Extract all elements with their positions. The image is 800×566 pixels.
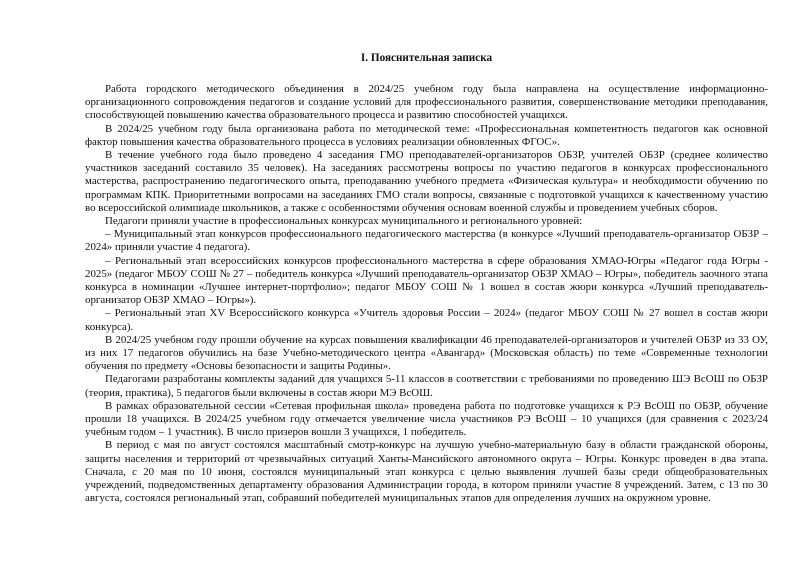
paragraph-intro: Работа городского методического объединения в 2024/25 учебном году была направлена на осуществление информационно-организационного сопровождения педагогов и создание условий для профессионального развития, совершенствование методики преподавания, способствующей повышению качества образовательного процесса и развитию способностей учащихся.	[85, 83, 768, 122]
paragraph-method-theme: В 2024/25 учебном году была организована работа по методической теме: «Профессиональная компетентность педагогов как основной фактор повышения качества образовательного процесса в условиях реализации обновленных ФГОС».	[85, 122, 768, 148]
paragraph-review-contest: В период с мая по август состоялся масштабный смотр-конкурс на лучшую учебно-материальную базу в области гражданской обороны, защиты населения и территорий от чрезвычайных ситуаций Ханты-Мансийского автономного округа – Югры. Конкурс проведен в два этапа. Сначала, с 20 мая по 10 июня, состоялся муниципальный этап конкурса с целью выявления лучшей базы среди общеобразовательных учреждений, подведомственных департаменту образования Администрации города, в котором приняли участие 8 учреждений. Затем, с 13 по 30 августа, состоялся региональный этап, собравший победителей муниципальных этапов для определения лучших на окружном уровне.	[85, 439, 768, 505]
paragraph-contests-intro: Педагоги приняли участие в профессиональных конкурсах муниципального и регионального уровней:	[105, 215, 583, 228]
paragraph-training: В 2024/25 учебном году прошли обучение на курсах повышения квалификации 46 преподавателей-организаторов и учителей ОБЗР из 33 ОУ, из них 17 педагогов обучились на базе Учебно-методического центра «Авангард» (Московская область) по теме «Современные технологии обучения по предмету «Основы безопасности и защиты Родины».	[85, 333, 768, 373]
paragraph-network-school: В рамках образовательной сессии «Сетевая профильная школа» проведена работа по подготовке учащихся к РЭ ВсОШ по ОБЗР, обучение прошли 18 учащихся. В 2024/25 учебном году отмечается увеличение числа участников РЭ ВсОШ – 10 учащихся (для сравнения с 2023/24 учебным годом – 1 участник). В число призеров вошли 3 учащихся, 1 победитель.	[85, 399, 768, 439]
list-item-health-teacher-contest: – Региональный этап XV Всероссийского конкурса «Учитель здоровья России – 2024» (педагог МБОУ СОШ № 27 вошел в состав жюри конкурса).	[85, 307, 768, 333]
paragraph-task-sets: Педагогами разработаны комплекты заданий для учащихся 5-11 классов в соответствии с требованиями по проведению ШЭ ВсОШ по ОБЗР (теория, практика), 5 педагогов были включены в состав жюри МЭ ВсОШ.	[85, 373, 768, 399]
paragraph-meetings: В течение учебного года было проведено 4 заседания ГМО преподавателей-организаторов ОБЗР, учителей ОБЗР (среднее количество участников заседаний составило 35 человек). На заседаниях рассмотрены вопросы по участию педагогов в конкурсах профессионального мастерства, распространению педагогического опыта, преподаванию учебного предмета «Физическая культура» и необходимости обучению по программам КПК. Приоритетными вопросами на заседаниях ГМО стали вопросы, связанные с подготовкой учащихся к качественному участию во всероссийской олимпиаде школьников, а также с особенностями обучения основам военной службы и проведением учебных сборов.	[85, 149, 768, 214]
list-item-municipal-contest: – Муниципальный этап конкурсов профессионального педагогического мастерства (в конкурсе «Лучший преподаватель-организатор ОБЗР – 2024» приняли участие 4 педагога).	[85, 228, 768, 254]
list-item-regional-contest: – Региональный этап всероссийских конкурсов профессионального мастерства в сфере образования ХМАО-Югры «Педагог года Югры - 2025» (педагог МБОУ СОШ № 27 – победитель конкурса «Лучший преподаватель-организатор ОБЗР ХМАО – Югры», победитель заочного этапа конкурса в номинации «Лучшее интернет-портфолио»; педагог МБОУ СОШ № 1 вошел в состав жюри конкурса «Лучший преподаватель-организатор ОБЗР ХМАО – Югры»).	[85, 254, 768, 307]
section-title: I. Пояснительная записка	[360, 52, 493, 64]
